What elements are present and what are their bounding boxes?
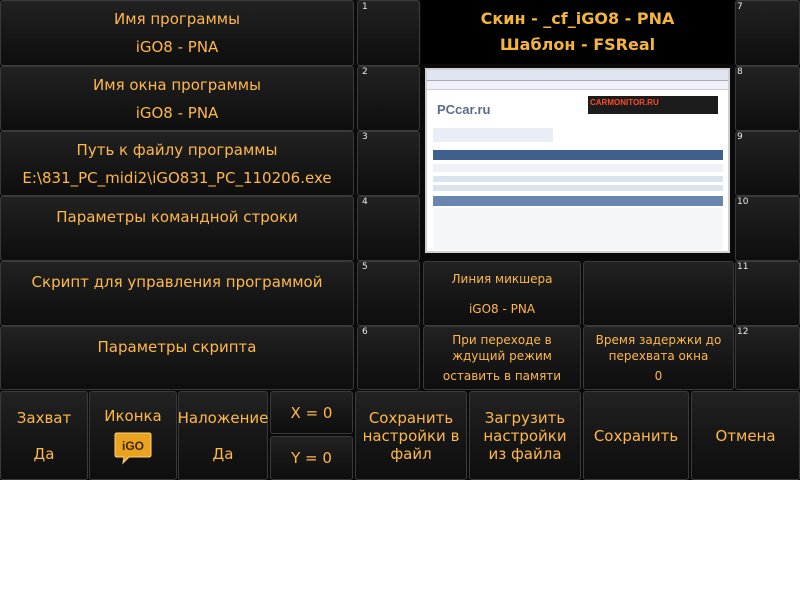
capture-value: Да [33, 444, 55, 463]
script-params-label: Параметры скрипта [97, 338, 257, 356]
cmd-params-label: Параметры командной строки [56, 208, 298, 226]
cmd-params-field[interactable] [0, 196, 354, 261]
slot-number-3: 3 [362, 132, 368, 142]
slot-number-2: 2 [362, 67, 368, 77]
cancel-label: Отмена [715, 426, 776, 445]
window-name-field[interactable] [0, 66, 354, 131]
control-script-label: Скрипт для управления программой [31, 273, 323, 291]
slot-number-4: 4 [362, 197, 368, 207]
load-from-file-button[interactable] [469, 391, 581, 480]
capture-toggle[interactable] [0, 391, 88, 480]
delay-label: Время задержки до перехвата окна [595, 333, 722, 363]
preview-section [433, 196, 723, 206]
x-offset-value: X = 0 [290, 403, 333, 422]
overlay-toggle[interactable] [178, 391, 268, 480]
slot-number-9: 9 [737, 132, 743, 142]
slot-number-11: 11 [737, 262, 749, 272]
slot-number-8: 8 [737, 67, 743, 77]
icon-selector[interactable] [89, 391, 177, 480]
program-name-value: iGO8 - PNA [135, 38, 219, 56]
program-name-label: Имя программы [114, 10, 240, 28]
save-button[interactable] [583, 391, 689, 480]
preview-nav [433, 150, 723, 160]
preview-site-logo: PCcar.ru [437, 102, 491, 117]
delay-value: 0 [654, 369, 663, 383]
program-path-value: E:\831_PC_midi2\iGO831_PC_110206.exe [22, 168, 332, 187]
x-offset-field[interactable] [270, 391, 353, 434]
delay-field[interactable] [583, 326, 734, 390]
preview-browser-tabs [427, 81, 728, 90]
slot-button-9[interactable] [735, 131, 800, 196]
capture-label: Захват [16, 408, 72, 427]
preview-block [433, 164, 723, 172]
on-switch-label: При переходе в ждущий режим [452, 333, 552, 363]
slot-number-10: 10 [737, 197, 749, 207]
program-path-label: Путь к файлу программы [76, 140, 278, 159]
slot-number-5: 5 [362, 262, 368, 272]
mixer-line-field[interactable] [423, 261, 581, 326]
icon-label: Иконка [104, 406, 162, 425]
program-path-field[interactable] [0, 131, 354, 196]
igo-icon-text: iGO [121, 438, 145, 453]
template-title: Шаблон - FSReal [499, 35, 656, 54]
slot-button-7[interactable] [735, 0, 800, 66]
save-to-file-label: Сохранить настройки в файл [362, 408, 460, 463]
overlay-value: Да [212, 444, 234, 463]
preview-body [433, 208, 723, 250]
slot-number-1: 1 [362, 2, 368, 12]
preview-row [433, 185, 723, 191]
program-preview-image [425, 68, 730, 253]
slot-number-6: 6 [362, 327, 368, 337]
y-offset-value: Y = 0 [291, 449, 332, 467]
mixer-line-label: Линия микшера [451, 271, 553, 286]
overlay-label: Наложение [177, 408, 269, 427]
cancel-button[interactable] [691, 391, 800, 480]
slot-number-7: 7 [737, 2, 743, 12]
control-script-field[interactable] [0, 261, 354, 326]
preview-banner: CARMONITOR.RU [588, 96, 718, 114]
save-to-file-button[interactable] [355, 391, 467, 480]
script-params-field[interactable] [0, 326, 354, 390]
mixer-line-value: iGO8 - PNA [468, 301, 536, 316]
program-name-field[interactable] [0, 0, 354, 66]
preview-row [433, 176, 723, 182]
slot-number-12: 12 [737, 327, 749, 337]
window-name-label: Имя окна программы [93, 75, 261, 94]
igo-app-icon [113, 431, 153, 465]
load-from-file-label: Загрузить настройки из файла [483, 408, 567, 463]
preview-site-header [433, 92, 723, 132]
y-offset-field[interactable] [270, 436, 353, 480]
on-switch-field[interactable] [423, 326, 581, 390]
preview-block [433, 128, 553, 142]
save-label: Сохранить [593, 426, 679, 445]
on-switch-value: оставить в памяти [442, 369, 562, 383]
slot-button-8[interactable] [735, 66, 800, 131]
skin-title: Скин - _cf_iGO8 - PNA [480, 9, 675, 28]
empty-field[interactable] [583, 261, 734, 326]
window-name-value: iGO8 - PNA [135, 103, 219, 122]
preview-browser-toolbar [427, 70, 728, 81]
skin-header [421, 0, 734, 64]
